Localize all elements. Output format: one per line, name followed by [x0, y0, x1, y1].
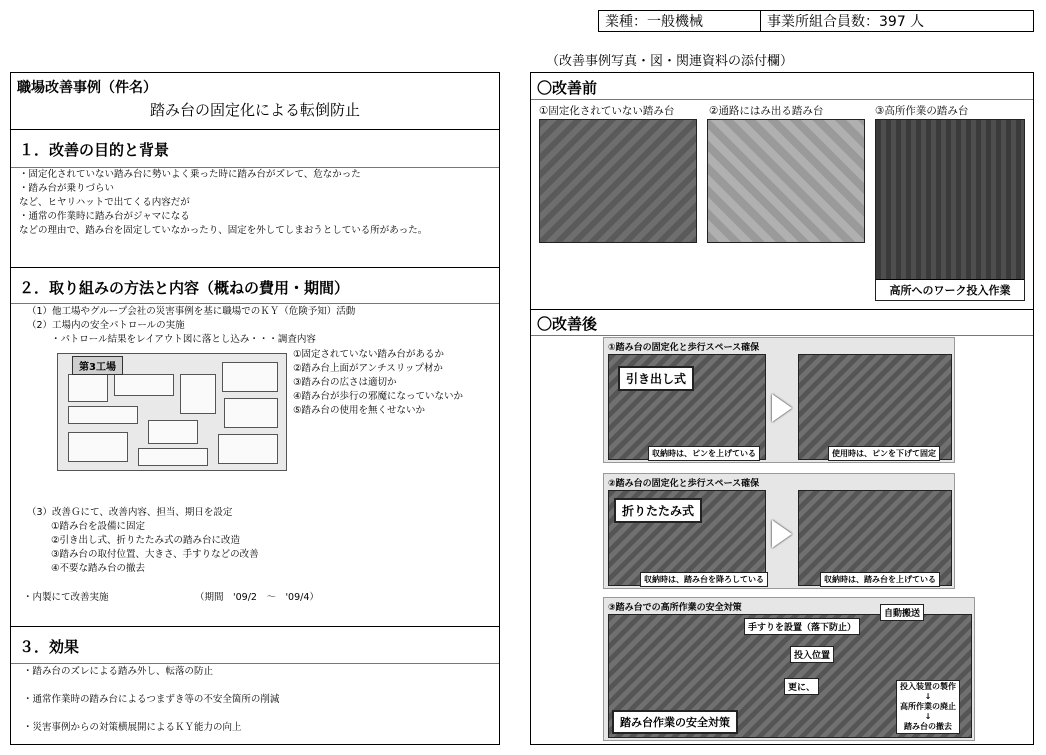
- after-panel-folding: [603, 473, 955, 589]
- before-caption: ②通路にはみ出る踏み台: [709, 105, 824, 117]
- check-item: ③踏み台の広さは適切か: [293, 377, 397, 388]
- s1-line: など、ヒヤリハットで出てくる内容だが: [19, 197, 190, 208]
- members-cell: 事業所組合員数：397 人: [767, 14, 925, 30]
- before-photo-3: [875, 119, 1025, 301]
- s2-line: （2）工場内の安全パトロールの実施: [27, 320, 185, 331]
- before-caption: ③高所作業の踏み台: [875, 105, 969, 117]
- s2-line: ②引き出し式、折りたたみ式の踏み台に改造: [51, 535, 241, 546]
- map-block: [114, 374, 174, 396]
- before-photo3-caption: 高所へのワーク投入作業: [876, 279, 1024, 300]
- map-block: [68, 374, 108, 402]
- check-item: ④踏み台が歩行の邪魔になっていないか: [293, 391, 464, 402]
- flow-arrow: ↓: [924, 712, 932, 721]
- s1-line: ・固定化されていない踏み台に勢いよく乗った時に踏み台がズレて、危なかった: [19, 169, 361, 180]
- s1-line: ・通常の作業時に踏み台がジャマになる: [19, 211, 190, 222]
- s3-line: ・通常作業時の踏み台によるつまずき等の不安全箇所の削減: [23, 694, 280, 705]
- factory-layout-map: [57, 353, 287, 471]
- s3-line: ・災害事例からの対策横展開によるＫＹ能力の向上: [23, 722, 242, 733]
- attachment-note: （改善事例写真・図・関連資料の添付欄）: [546, 54, 794, 69]
- right-arrow-icon: [772, 394, 792, 422]
- s2-line: ③踏み台の取付位置、大きさ、手すりなどの改善: [51, 549, 259, 560]
- check-item: ⑤踏み台の使用を無くせないか: [293, 405, 426, 416]
- inhouse-note: ・内製にて改善実施: [23, 592, 109, 603]
- map-block: [180, 374, 216, 414]
- after-panel-pullout: [603, 337, 955, 463]
- panel-note: 収納時は、踏み台を降ろしている: [640, 572, 768, 587]
- map-block: [68, 432, 128, 462]
- s2-line: ・パトロール結果をレイアウト図に落とし込み・・・調査内容: [51, 334, 316, 345]
- flow-step: 高所作業の廃止: [900, 702, 956, 711]
- before-photo-2: [707, 119, 865, 243]
- panel-note: 投入位置: [790, 646, 834, 663]
- before-title: 〇改善前: [537, 79, 598, 97]
- divider: [11, 626, 499, 627]
- section1-title: １．改善の目的と背景: [19, 141, 170, 159]
- s1-line: などの理由で、踏み台を固定していなかったり、固定を外してしまおうとしている所があった。: [19, 225, 428, 236]
- right-panel: [530, 72, 1034, 745]
- panel-note: 収納時は、踏み台を上げている: [820, 572, 940, 587]
- period-note: （期間 '09/2 ～ '09/4）: [195, 592, 319, 603]
- s2-line: （1）他工場やグループ会社の災害事例を基に職場でのＫＹ（危険予知）活動: [27, 306, 356, 317]
- divider: [11, 303, 499, 304]
- industry-cell: 業種：一般機械: [599, 11, 761, 31]
- panel-title: ①踏み台の固定化と歩行スペース確保: [608, 343, 760, 353]
- section2-title: ２．取り組みの方法と内容（概ねの費用・期間）: [19, 279, 350, 297]
- panel-tag: 引き出し式: [618, 366, 694, 391]
- divider: [11, 267, 499, 268]
- flow-arrow: ↓: [924, 692, 932, 701]
- check-item: ②踏み台上面がアンチスリップ材か: [293, 363, 443, 374]
- right-arrow-icon: [772, 520, 792, 548]
- panel-note: 手すりを設置（落下防止）: [744, 618, 860, 635]
- left-panel: [10, 72, 500, 745]
- flow-step: 投入装置の製作: [900, 682, 956, 691]
- after-photo: [798, 354, 952, 460]
- panel-note: 自動搬送: [880, 604, 924, 621]
- map-block: [138, 448, 208, 466]
- map-block: [224, 398, 278, 428]
- panel-note: 収納時は、ピンを上げている: [648, 446, 760, 461]
- panel-title: ②踏み台の固定化と歩行スペース確保: [608, 479, 760, 489]
- map-block: [68, 406, 138, 424]
- check-item: ①固定されていない踏み台があるか: [293, 349, 445, 360]
- before-photo-1: [539, 119, 697, 243]
- after-title: 〇改善後: [537, 315, 598, 333]
- map-block: [222, 362, 278, 392]
- panel-tag: 踏み台作業の安全対策: [612, 710, 738, 734]
- divider: [531, 99, 1033, 100]
- flow-note: [896, 680, 960, 734]
- panel-tag: 折りたたみ式: [614, 498, 702, 523]
- s3-line: ・踏み台のズレによる踏み外し、転落の防止: [23, 666, 214, 677]
- map-block: [218, 434, 278, 464]
- panel-note: 更に、: [784, 678, 819, 695]
- s1-line: ・踏み台が乗りづらい: [19, 183, 115, 194]
- map-label: 第3工場: [72, 356, 123, 375]
- before-caption: ①固定化されていない踏み台: [539, 105, 675, 117]
- divider: [531, 309, 1033, 310]
- case-title: 踏み台の固定化による転倒防止: [149, 101, 360, 119]
- flow-step: 踏み台の撤去: [904, 722, 952, 731]
- section3-title: ３．効果: [19, 638, 80, 656]
- divider: [11, 663, 499, 664]
- divider: [11, 129, 499, 130]
- panel-title: ③踏み台での高所作業の安全対策: [608, 603, 742, 613]
- s2-line: （3）改善Ｇにて、改善内容、担当、期日を設定: [27, 507, 233, 518]
- after-panel-high-work: [603, 597, 975, 741]
- divider: [531, 335, 1033, 336]
- case-label: 職場改善事例（件名）: [17, 80, 157, 96]
- header-info-box: [598, 10, 1034, 32]
- s2-line: ④不要な踏み台の撤去: [51, 563, 146, 574]
- s2-line: ①踏み台を設備に固定: [51, 521, 146, 532]
- panel-note: 使用時は、ピンを下げて固定: [828, 446, 940, 461]
- map-block: [148, 420, 198, 444]
